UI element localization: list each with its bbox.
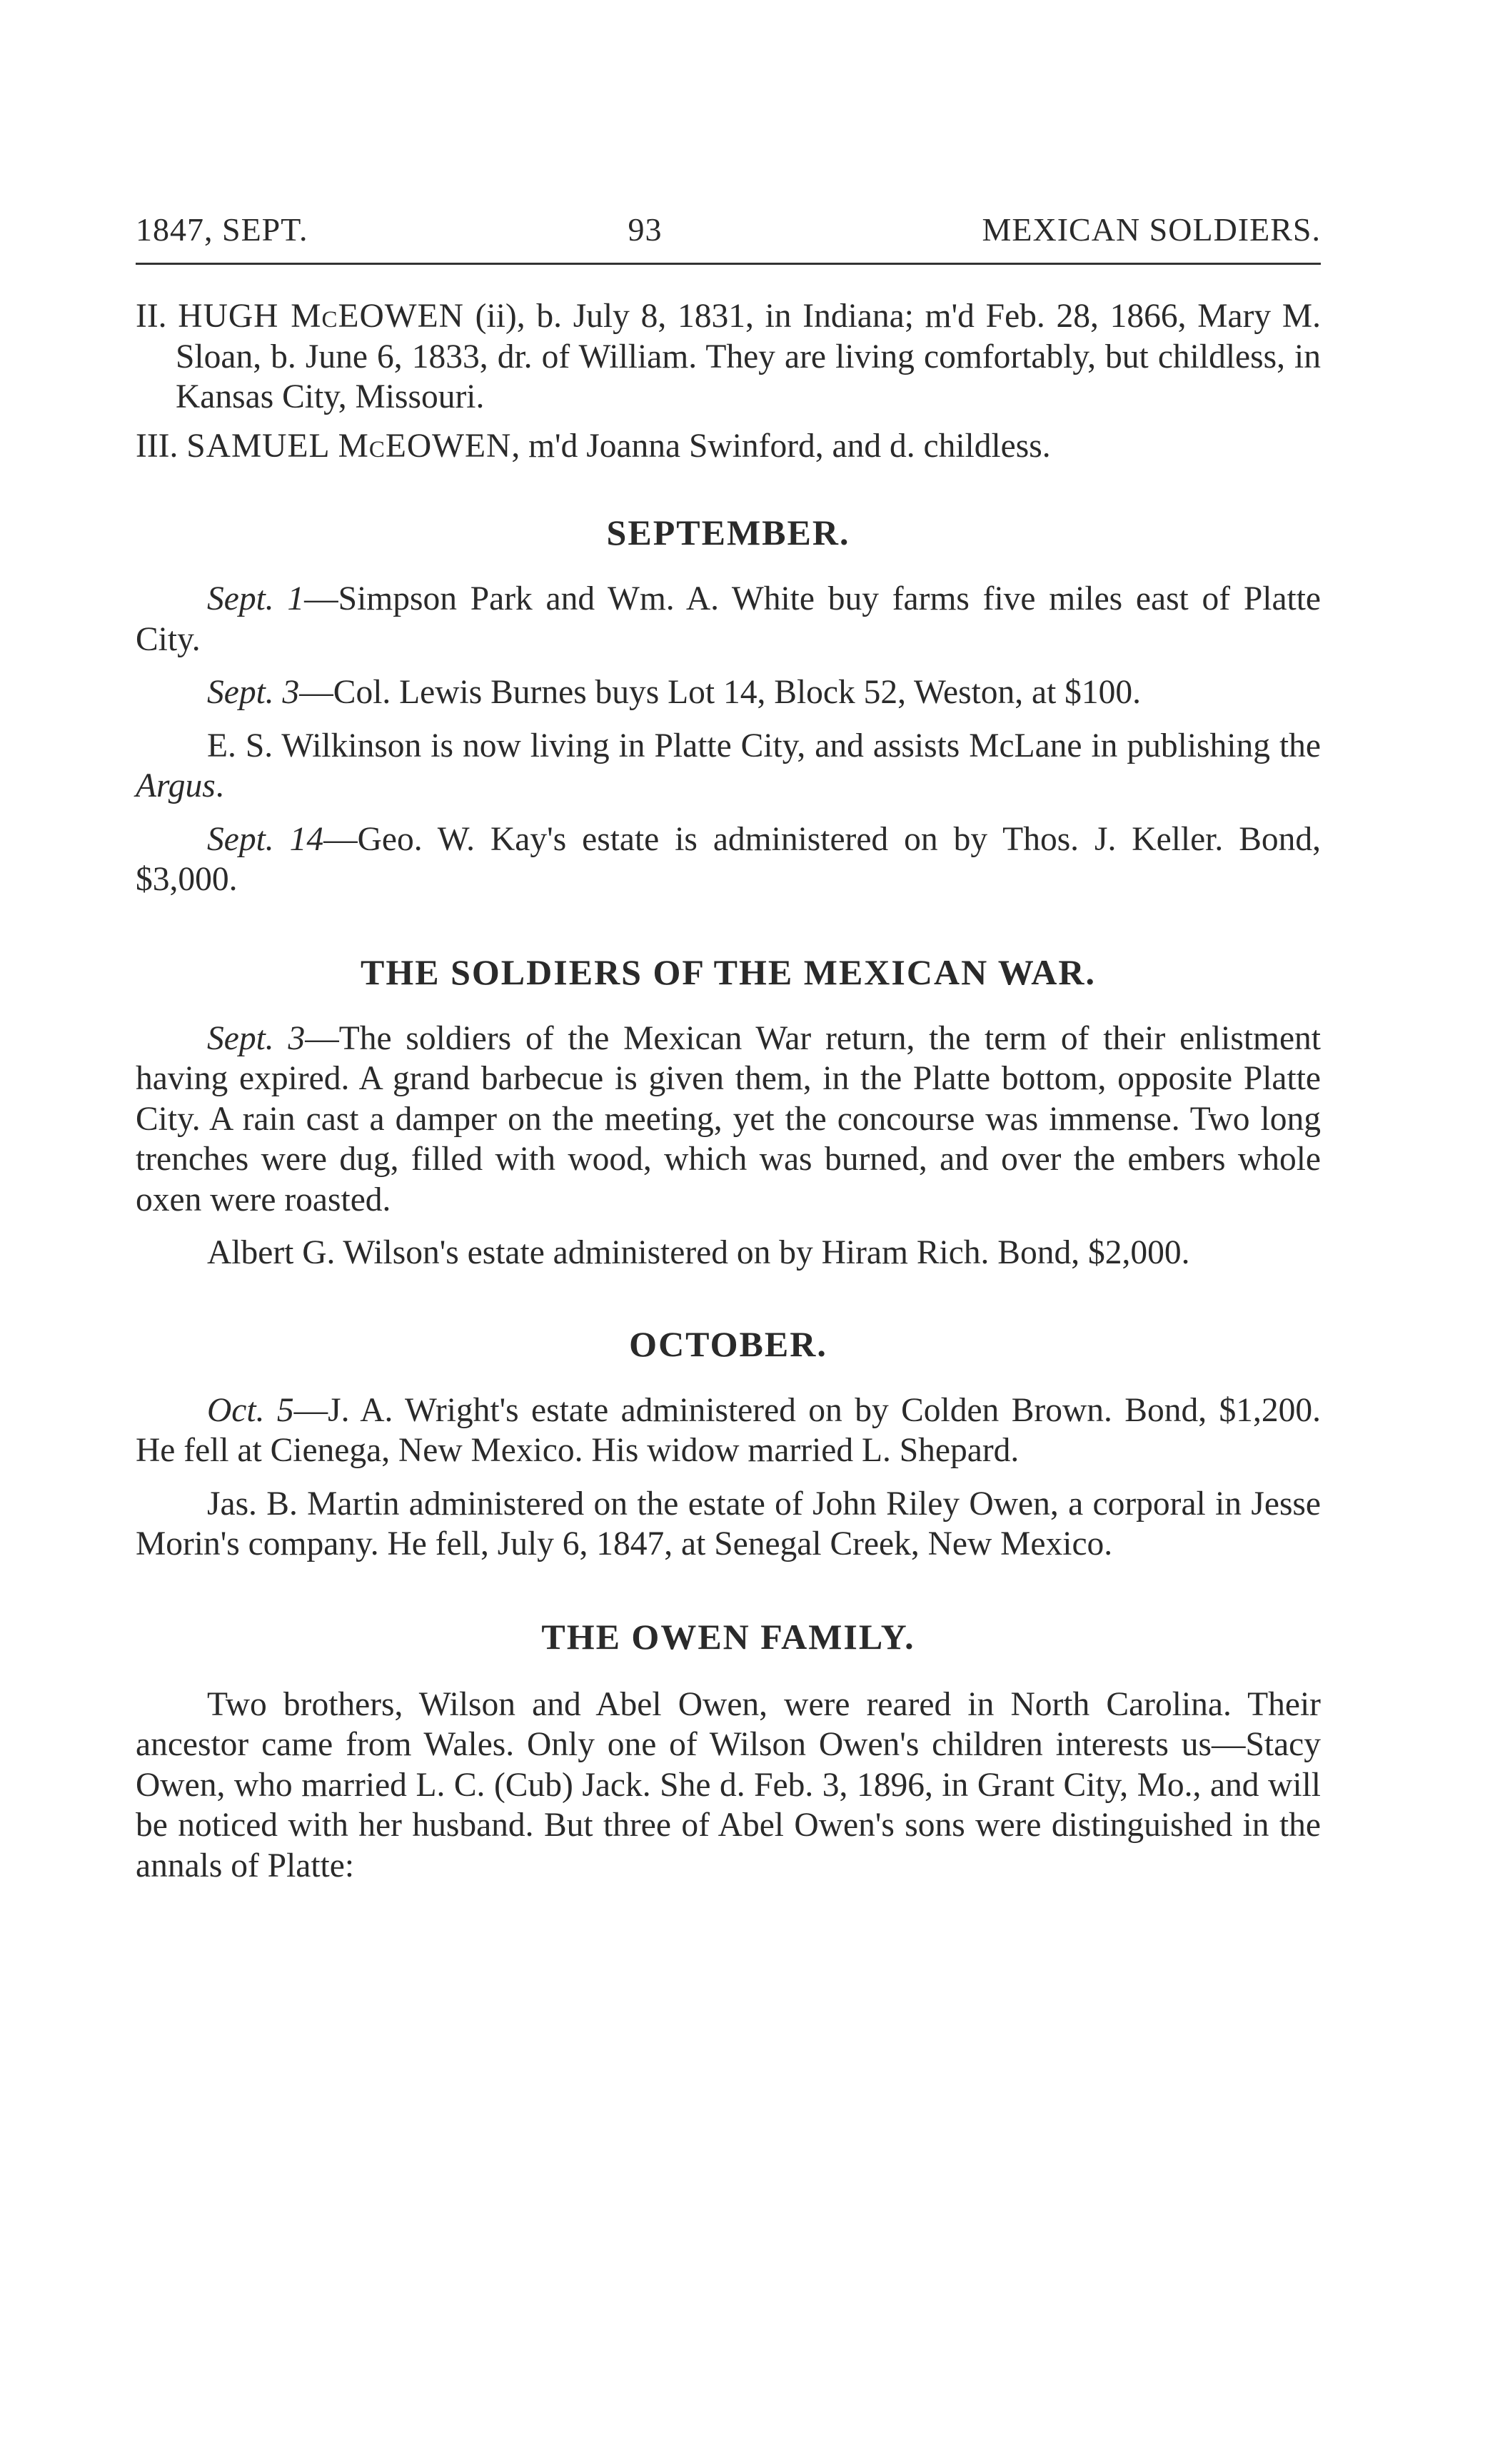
- entry-samuel-mceowen: [136, 426, 1321, 467]
- paragraph-text: —The soldiers of the Mexican War return, the term of their enlistment having expired. A grand barbecue is given them, in the Platte bottom, opposite Platte City. A rain cast a damper on the meeting, yet the concourse was immense. Two long trenches were dug, filled with wood, which was burned, and over the embers whole oxen were roasted.: [136, 1019, 1321, 1218]
- paragraph-sept-14: [136, 819, 1321, 900]
- paragraph-wilkinson: [136, 726, 1321, 807]
- paragraph-text: —J. A. Wright's estate administered on by Colden Brown. Bond, $1,200. He fell at Cienega, New Mexico. His widow married L. Shepard.: [136, 1391, 1321, 1469]
- paragraph-martin: [136, 1484, 1321, 1565]
- running-head-right: MEXICAN SOLDIERS.: [982, 211, 1321, 248]
- paragraph-text: E. S. Wilkinson is now living in Platte City, and assists McLane in publishing the: [207, 727, 1321, 764]
- paragraph-soldiers-return: [136, 1019, 1321, 1221]
- section-heading-soldiers: THE SOLDIERS OF THE MEXICAN WAR.: [361, 951, 1096, 992]
- date-label: Sept. 3: [207, 1019, 306, 1057]
- paragraph-text: —Simpson Park and Wm. A. White buy farms five miles east of Platte City.: [136, 580, 1322, 658]
- paragraph-text: Albert G. Wilson's estate administered on by Hiram Rich. Bond, $2,000.: [207, 1234, 1190, 1271]
- paragraph-oct-5: [136, 1390, 1321, 1471]
- paragraph-wilson-estate: [136, 1233, 1321, 1273]
- date-label: Oct. 5: [207, 1391, 294, 1429]
- entry-numeral: II.: [136, 298, 167, 335]
- entry-name: SAMUEL McEOWEN: [186, 427, 512, 465]
- newspaper-title: Argus: [136, 767, 216, 804]
- paragraph-text: Jas. B. Martin administered on the estate of John Riley Owen, a corporal in Jesse Morin's company. He fell, July 6, 1847, at Senegal Creek, New Mexico.: [136, 1485, 1321, 1562]
- paragraph-sept-1: [136, 579, 1321, 660]
- entry-text: (ii), b. July 8, 1831, in Indiana; m'd Feb. 28, 1866, Mary M. Sloan, b. June 6, 1833, dr. of William. They are living comfortably, but childless, in Kansas City, Missouri.: [176, 298, 1321, 415]
- date-label: Sept. 3: [207, 674, 300, 711]
- paragraph-text: —Col. Lewis Burnes buys Lot 14, Block 52, Weston, at $100.: [299, 674, 1142, 711]
- section-heading-september: SEPTEMBER.: [606, 513, 850, 552]
- page-number: 93: [628, 211, 663, 248]
- book-page: [136, 211, 1321, 1886]
- running-head-left: 1847, SEPT.: [136, 211, 308, 248]
- paragraph-text: —Geo. W. Kay's estate is administered on by Thos. J. Keller. Bond, $3,000.: [136, 820, 1321, 898]
- paragraph-owen-family: [136, 1685, 1321, 1887]
- paragraph-sept-3: [136, 672, 1321, 713]
- paragraph-end: .: [215, 767, 224, 804]
- date-label: Sept. 1: [207, 580, 305, 617]
- entry-numeral: III.: [136, 427, 178, 465]
- section-heading-owen-family: THE OWEN FAMILY.: [541, 1616, 915, 1657]
- running-head: [136, 211, 1321, 265]
- section-heading-october: OCTOBER.: [629, 1323, 827, 1364]
- entry-hugh-mceowen: [136, 296, 1321, 418]
- entry-text: , m'd Joanna Swinford, and d. childless.: [511, 427, 1051, 465]
- entry-name: HUGH McEOWEN: [178, 298, 464, 335]
- paragraph-text: Two brothers, Wilson and Abel Owen, were reared in North Carolina. Their ancestor came from Wales. Only one of Wilson Owen's children interests us—Stacy Owen, who married L. C. (Cub) Jack. She d. Feb. 3, 1896, in Grant City, Mo., and will be noticed with her husband. But three of Abel Owen's sons were distinguished in the annals of Platte:: [136, 1685, 1321, 1884]
- date-label: Sept. 14: [207, 820, 324, 858]
